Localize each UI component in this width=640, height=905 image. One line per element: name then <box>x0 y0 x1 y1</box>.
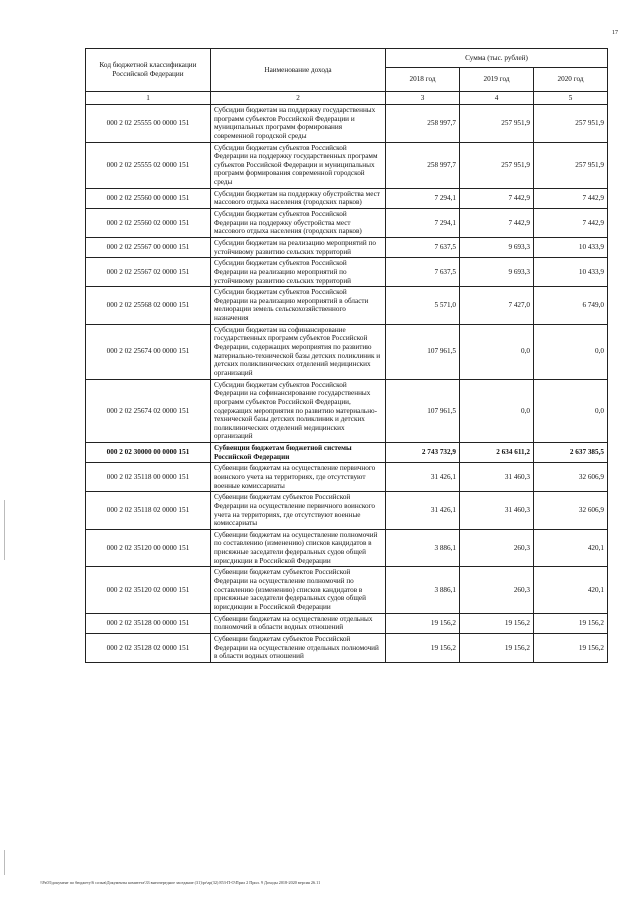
cell-name: Субсидии бюджетам на поддержку обустройства мест массового отдыха населения (городских парков) <box>211 188 386 208</box>
cell-2019: 31 460,3 <box>460 463 534 492</box>
table-row <box>86 529 608 567</box>
cell-name: Субсидии бюджетам субъектов Российской Федерации на софинансирование государственных программ субъектов Российской Федерации, содержащих мероприятия по развитию материально-технической базы детских поликлиник и детских поликлинических отделений медицинских организаций <box>211 379 386 442</box>
header-row <box>86 49 608 68</box>
cell-2020: 19 156,2 <box>534 633 608 662</box>
cell-name: Субсидии бюджетам на софинансирование государственных программ субъектов Российской Федерации, содержащих мероприятия по развитию материально-технической базы детских поликлиник и детских поликлинических отделений медицинских организаций <box>211 324 386 379</box>
cell-2018: 7 637,5 <box>386 258 460 287</box>
page-number: 17 <box>612 30 618 36</box>
cell-name: Субсидии бюджетам субъектов Российской Федерации на реализацию мероприятий по устойчивому развитию сельских территорий <box>211 258 386 287</box>
cell-2019: 31 460,3 <box>460 492 534 530</box>
cell-2019: 0,0 <box>460 379 534 442</box>
table-row <box>86 463 608 492</box>
cell-2020: 420,1 <box>534 567 608 613</box>
cell-2018: 107 961,5 <box>386 324 460 379</box>
cell-name: Субсидии бюджетам субъектов Российской Федерации на поддержку обустройства мест массового отдыха населения (городских парков) <box>211 209 386 238</box>
cell-2019: 7 442,9 <box>460 188 534 208</box>
cell-code: 000 2 02 35118 02 0000 151 <box>86 492 211 530</box>
table-row <box>86 379 608 442</box>
header-2018: 2018 год <box>386 68 460 92</box>
cell-2018: 7 294,1 <box>386 188 460 208</box>
cell-name: Субвенции бюджетам на осуществление первичного воинского учета на территориях, где отсутствуют военные комиссариаты <box>211 463 386 492</box>
cell-2018: 3 886,1 <box>386 529 460 567</box>
cell-code: 000 2 02 25568 02 0000 151 <box>86 287 211 325</box>
cell-2020: 10 433,9 <box>534 237 608 257</box>
cell-2019: 0,0 <box>460 324 534 379</box>
file-path-footer: \\Pz03\документ по бюджету\6 созыв\Документы комитета\33 внеочередное заседание (31)\pr\zp(32) 853-П-О\Прил 2 Прил. 9 Доходы 2018-2020 версия 26.11 <box>40 880 321 885</box>
cell-name: Субсидии бюджетам субъектов Российской Федерации на поддержку государственных программ субъектов Российской Федерации и муниципальных программ формирования современной городской среды <box>211 142 386 188</box>
cell-2019: 9 693,3 <box>460 258 534 287</box>
cell-2019: 19 156,2 <box>460 613 534 633</box>
column-index: 2 <box>211 92 386 105</box>
table-row <box>86 105 608 143</box>
cell-2018: 19 156,2 <box>386 613 460 633</box>
cell-2020: 6 749,0 <box>534 287 608 325</box>
cell-code: 000 2 02 25560 00 0000 151 <box>86 188 211 208</box>
cell-name: Субвенции бюджетам субъектов Российской Федерации на осуществление полномочий по составлению (изменению) списков кандидатов в присяжные заседатели федеральных судов общей юрисдикции в Российской Федерации <box>211 567 386 613</box>
scan-edge-line <box>4 500 5 560</box>
cell-code: 000 2 02 35120 02 0000 151 <box>86 567 211 613</box>
cell-2020: 32 606,9 <box>534 492 608 530</box>
cell-name: Субвенции бюджетам бюджетной системы Российской Федерации <box>211 443 386 463</box>
table-row <box>86 237 608 257</box>
cell-2019: 260,3 <box>460 567 534 613</box>
column-index: 3 <box>386 92 460 105</box>
cell-2019: 257 951,9 <box>460 142 534 188</box>
cell-2019: 260,3 <box>460 529 534 567</box>
cell-2020: 2 637 385,5 <box>534 443 608 463</box>
header-code: Код бюджетной классификации Российской Федерации <box>86 49 211 92</box>
cell-2020: 420,1 <box>534 529 608 567</box>
table-row <box>86 142 608 188</box>
cell-name: Субвенции бюджетам субъектов Российской Федерации на осуществление первичного воинского учета на территориях, где отсутствуют военные комиссариаты <box>211 492 386 530</box>
header-sum: Сумма (тыс. рублей) <box>386 49 608 68</box>
cell-2020: 19 156,2 <box>534 613 608 633</box>
cell-2020: 7 442,9 <box>534 209 608 238</box>
cell-2018: 258 997,7 <box>386 142 460 188</box>
table-row <box>86 209 608 238</box>
budget-income-table <box>85 48 608 663</box>
cell-code: 000 2 02 35120 00 0000 151 <box>86 529 211 567</box>
column-index: 4 <box>460 92 534 105</box>
cell-code: 000 2 02 35128 00 0000 151 <box>86 613 211 633</box>
table-row <box>86 258 608 287</box>
cell-2019: 257 951,9 <box>460 105 534 143</box>
header-2019: 2019 год <box>460 68 534 92</box>
cell-2020: 7 442,9 <box>534 188 608 208</box>
cell-2018: 31 426,1 <box>386 492 460 530</box>
cell-2018: 19 156,2 <box>386 633 460 662</box>
cell-2018: 7 637,5 <box>386 237 460 257</box>
cell-2019: 19 156,2 <box>460 633 534 662</box>
cell-2018: 258 997,7 <box>386 105 460 143</box>
cell-2019: 2 634 611,2 <box>460 443 534 463</box>
cell-2020: 0,0 <box>534 324 608 379</box>
table-row <box>86 324 608 379</box>
cell-2018: 7 294,1 <box>386 209 460 238</box>
cell-2018: 31 426,1 <box>386 463 460 492</box>
cell-name: Субвенции бюджетам на осуществление отдельных полномочий в области водных отношений <box>211 613 386 633</box>
cell-code: 000 2 02 25555 02 0000 151 <box>86 142 211 188</box>
cell-2019: 9 693,3 <box>460 237 534 257</box>
header-name: Наименование дохода <box>211 49 386 92</box>
table-row <box>86 287 608 325</box>
table-row <box>86 492 608 530</box>
cell-code: 000 2 02 25560 02 0000 151 <box>86 209 211 238</box>
cell-2018: 2 743 732,9 <box>386 443 460 463</box>
cell-code: 000 2 02 25674 02 0000 151 <box>86 379 211 442</box>
cell-code: 000 2 02 25674 00 0000 151 <box>86 324 211 379</box>
cell-name: Субвенции бюджетам субъектов Российской Федерации на осуществление отдельных полномочий в области водных отношений <box>211 633 386 662</box>
cell-2020: 257 951,9 <box>534 105 608 143</box>
cell-code: 000 2 02 35118 00 0000 151 <box>86 463 211 492</box>
table-row <box>86 443 608 463</box>
cell-code: 000 2 02 25567 00 0000 151 <box>86 237 211 257</box>
cell-2018: 3 886,1 <box>386 567 460 613</box>
header-2020: 2020 год <box>534 68 608 92</box>
cell-name: Субвенции бюджетам на осуществление полномочий по составлению (изменению) списков кандидатов в присяжные заседатели федеральных судов общей юрисдикции в Российской Федерации <box>211 529 386 567</box>
cell-code: 000 2 02 35128 02 0000 151 <box>86 633 211 662</box>
cell-2019: 7 427,0 <box>460 287 534 325</box>
cell-2018: 5 571,0 <box>386 287 460 325</box>
cell-2020: 10 433,9 <box>534 258 608 287</box>
cell-2019: 7 442,9 <box>460 209 534 238</box>
cell-2020: 32 606,9 <box>534 463 608 492</box>
cell-2020: 0,0 <box>534 379 608 442</box>
cell-code: 000 2 02 25555 00 0000 151 <box>86 105 211 143</box>
scan-edge-line <box>4 850 5 875</box>
column-index: 5 <box>534 92 608 105</box>
table-row <box>86 188 608 208</box>
column-index: 1 <box>86 92 211 105</box>
table-row <box>86 613 608 633</box>
column-index-row <box>86 92 608 105</box>
cell-code: 000 2 02 25567 02 0000 151 <box>86 258 211 287</box>
cell-2018: 107 961,5 <box>386 379 460 442</box>
table-row <box>86 633 608 662</box>
cell-code: 000 2 02 30000 00 0000 151 <box>86 443 211 463</box>
table-row <box>86 567 608 613</box>
cell-name: Субсидии бюджетам на поддержку государственных программ субъектов Российской Федерации и муниципальных программ формирования современной городской среды <box>211 105 386 143</box>
cell-2020: 257 951,9 <box>534 142 608 188</box>
cell-name: Субсидии бюджетам на реализацию мероприятий по устойчивому развитию сельских территорий <box>211 237 386 257</box>
cell-name: Субсидии бюджетам субъектов Российской Федерации на реализацию мероприятий в области мелиорации земель сельскохозяйственного назначения <box>211 287 386 325</box>
